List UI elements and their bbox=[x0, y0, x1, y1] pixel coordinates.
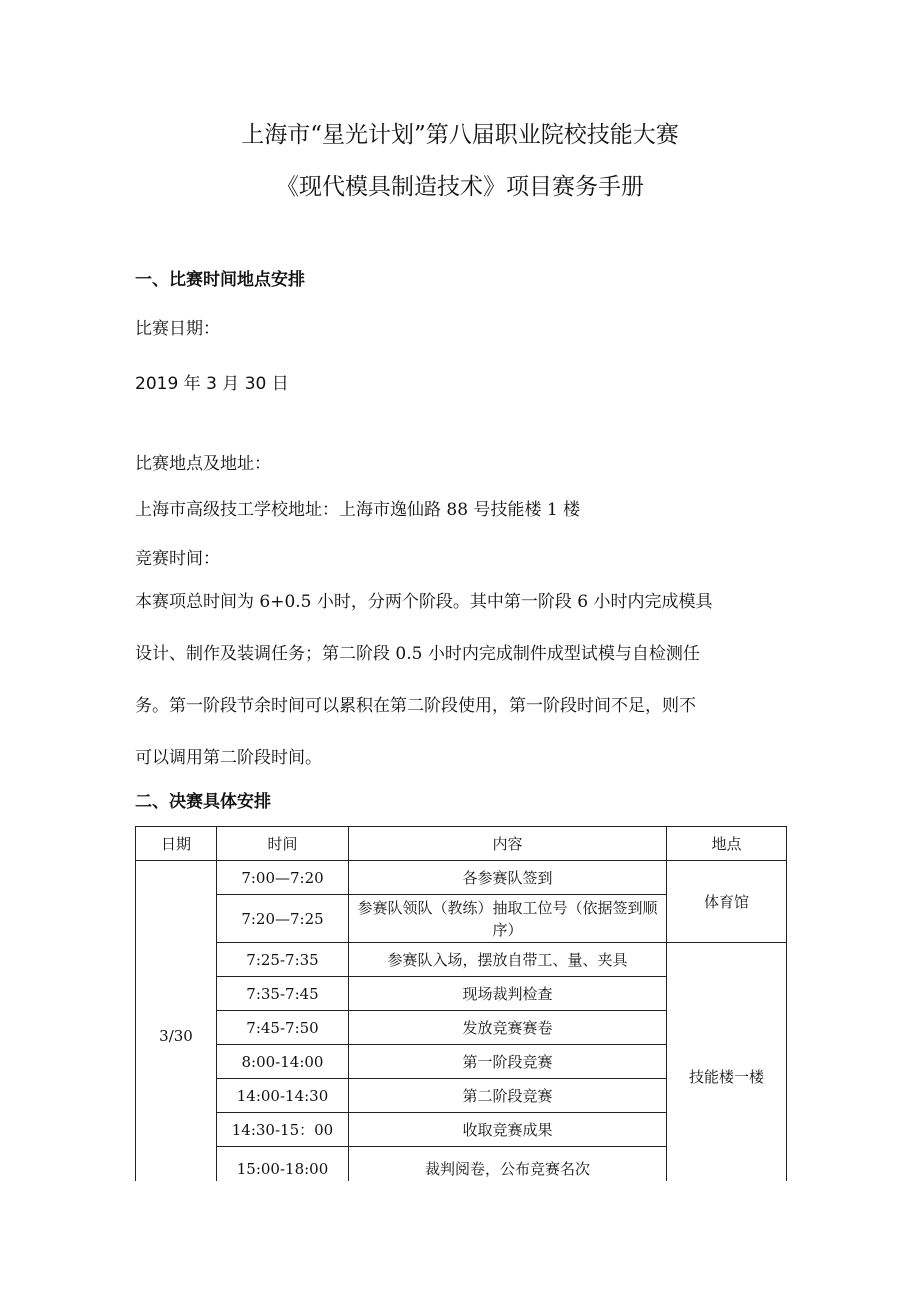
content-cell: 各参赛队签到 bbox=[349, 861, 667, 895]
time-cell: 7:20—7:25 bbox=[217, 895, 349, 943]
paragraph-line: 务。第一阶段节余时间可以累积在第二阶段使用，第一阶段时间不足，则不 bbox=[135, 696, 696, 716]
time-cell: 7:45-7:50 bbox=[217, 1011, 349, 1045]
content-cell: 收取竞赛成果 bbox=[349, 1113, 667, 1147]
time-cell: 14:00-14:30 bbox=[217, 1079, 349, 1113]
time-paragraph bbox=[135, 576, 799, 784]
paragraph-line: 设计、制作及装调任务；第二阶段 0.5 小时内完成制件成型试模与自检测任 bbox=[135, 644, 700, 664]
content-cell: 第一阶段竞赛 bbox=[349, 1045, 667, 1079]
date-cell: 3/30 bbox=[136, 861, 217, 1211]
time-cell: 15:00-18:00 bbox=[217, 1147, 349, 1191]
schedule-table bbox=[135, 826, 787, 1211]
header-cell-date: 日期 bbox=[136, 827, 217, 861]
venue-value: 上海市高级技工学校地址：上海市逸仙路 88 号技能楼 1 楼 bbox=[135, 500, 581, 520]
content-cell: 第二阶段竞赛 bbox=[349, 1079, 667, 1113]
location-cell-gym: 体育馆 bbox=[667, 861, 787, 943]
time-cell: 7:25-7:35 bbox=[217, 943, 349, 977]
paragraph-line: 可以调用第二阶段时间。 bbox=[135, 748, 322, 768]
header-cell-content: 内容 bbox=[349, 827, 667, 861]
header-cell-location: 地点 bbox=[667, 827, 787, 861]
time-cell: 14:30-15：00 bbox=[217, 1113, 349, 1147]
section2-heading: 二、决赛具体安排 bbox=[135, 792, 271, 812]
paragraph-line: 本赛项总时间为 6+0.5 小时，分两个阶段。其中第一阶段 6 小时内完成模具 bbox=[135, 592, 713, 612]
date-value: 2019 年 3 月 30 日 bbox=[135, 374, 289, 394]
section1-heading: 一、比赛时间地点安排 bbox=[135, 270, 305, 290]
content-cell: 发放竞赛赛卷 bbox=[349, 1011, 667, 1045]
header-cell-time: 时间 bbox=[217, 827, 349, 861]
content-cell: 裁判阅卷，公布竞赛名次 bbox=[349, 1147, 667, 1191]
document-title-line1: 上海市“星光计划”第八届职业院校技能大赛 bbox=[241, 122, 679, 148]
table-row bbox=[136, 861, 787, 895]
venue-label: 比赛地点及地址： bbox=[135, 454, 271, 474]
time-cell: 7:35-7:45 bbox=[217, 977, 349, 1011]
page-bottom-area bbox=[0, 1181, 920, 1301]
time-label: 竞赛时间： bbox=[135, 549, 220, 569]
location-cell-building: 技能楼一楼 bbox=[667, 943, 787, 1211]
content-cell: 参赛队入场，摆放自带工、量、夹具 bbox=[349, 943, 667, 977]
time-cell: 7:00—7:20 bbox=[217, 861, 349, 895]
time-cell: 8:00-14:00 bbox=[217, 1045, 349, 1079]
date-label: 比赛日期： bbox=[135, 319, 220, 339]
content-cell: 现场裁判检查 bbox=[349, 977, 667, 1011]
document-title-line2: 《现代模具制造技术》项目赛务手册 bbox=[276, 174, 644, 200]
table-row bbox=[136, 943, 787, 977]
table-header-row bbox=[136, 827, 787, 861]
content-cell: 参赛队领队（教练）抽取工位号（依据签到顺序） bbox=[349, 895, 667, 943]
